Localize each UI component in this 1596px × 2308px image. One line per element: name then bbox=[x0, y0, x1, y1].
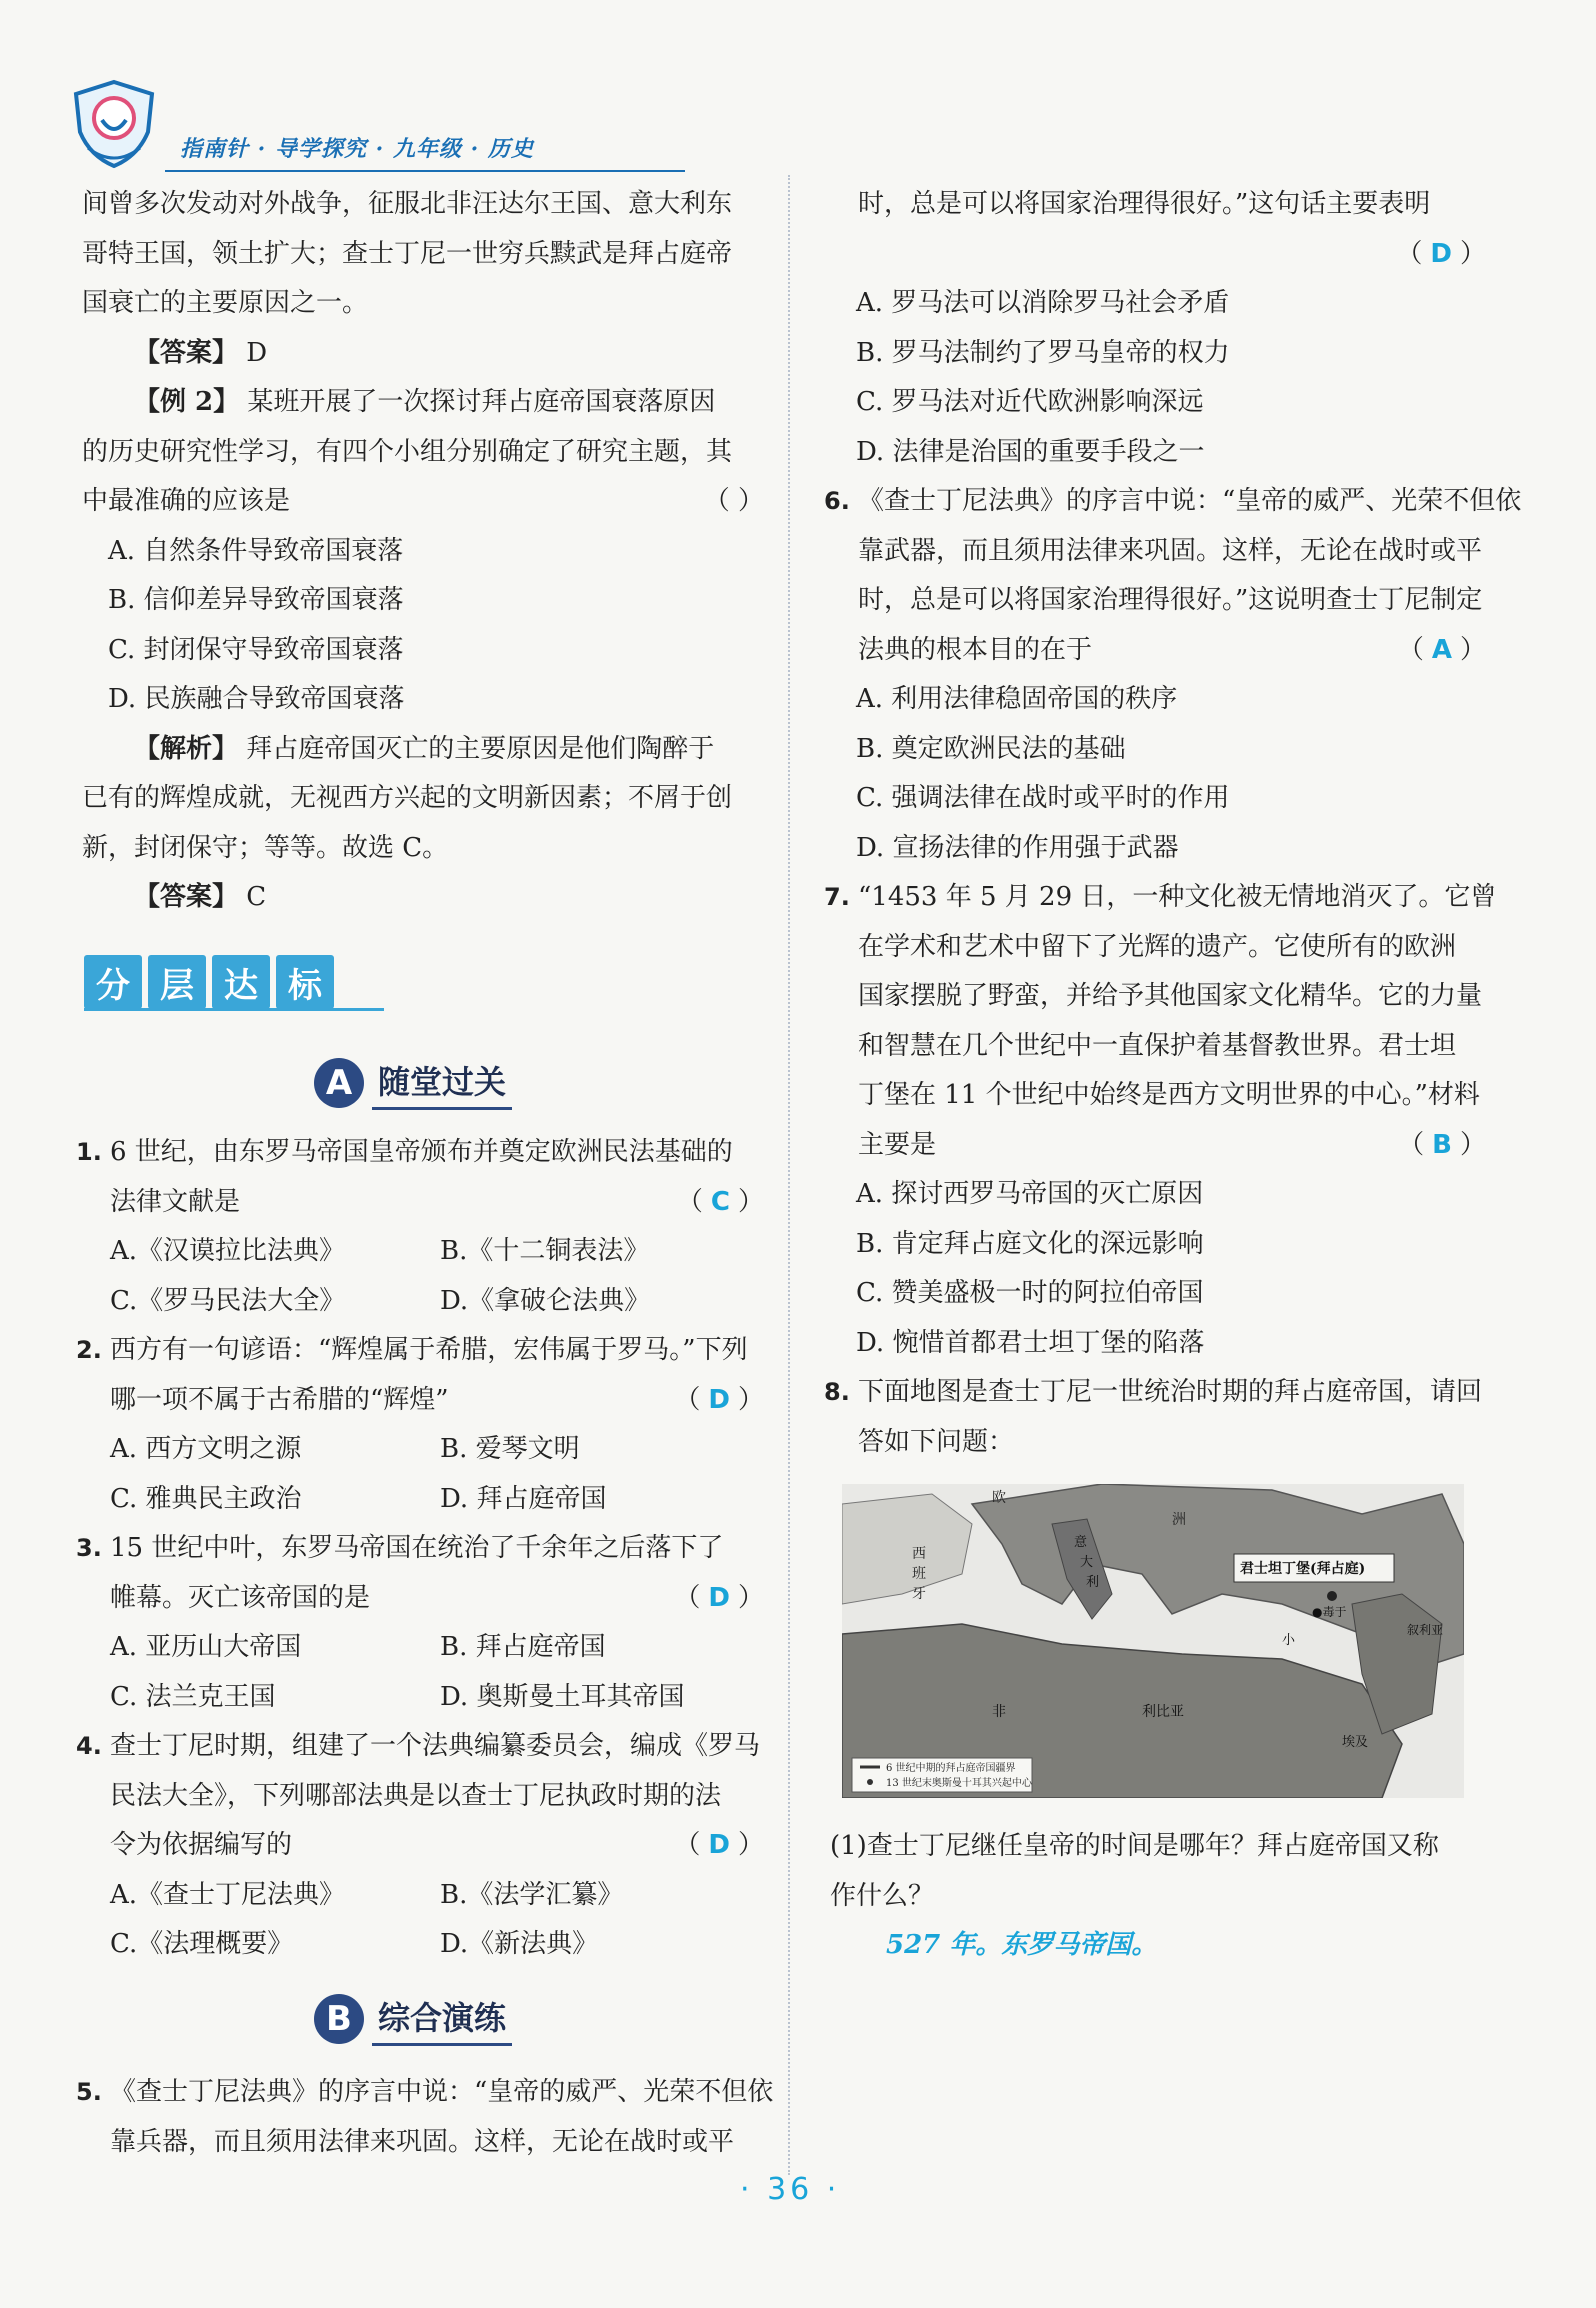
question-text: 丁堡在 11 个世纪中始终是西方文明世界的中心。”材料 bbox=[858, 1080, 1480, 1110]
right-column bbox=[824, 180, 1522, 1467]
question-text: 民法大全》，下列哪部法典是以查士丁尼执政时期的法 bbox=[110, 1780, 722, 1811]
answer-line bbox=[82, 329, 764, 379]
question-text: 时，总是可以将国家治理得很好。”这说明查士丁尼制定 bbox=[858, 585, 1483, 615]
option-row bbox=[82, 1920, 764, 1970]
analysis-tag: 【解析】 bbox=[134, 733, 239, 764]
question-text: 15 世纪中叶，东罗马帝国在统治了千余年之后落下了 bbox=[110, 1533, 724, 1563]
example2-line bbox=[82, 378, 764, 428]
map-label: 埃及 bbox=[1342, 1735, 1369, 1750]
question-number: 8. bbox=[824, 1378, 850, 1406]
option-item: B.《法学汇纂》 bbox=[440, 1879, 624, 1910]
answer-bracket: （ C ） bbox=[676, 1186, 764, 1217]
intro-line: 哥特王国，领土扩大；查士丁尼一世穷兵黩武是拜占庭帝 bbox=[82, 238, 733, 269]
question-line bbox=[824, 477, 1522, 527]
question-line bbox=[830, 180, 1486, 230]
answer-letter: D bbox=[1430, 238, 1452, 269]
option-item: B. 奠定欧洲民法的基础 bbox=[856, 733, 1126, 764]
question-line bbox=[76, 1524, 764, 1574]
map-label: 洲 bbox=[1172, 1512, 1186, 1528]
example2-text: 中最准确的应该是 bbox=[82, 486, 291, 516]
option-item: D. 法律是治国的重要手段之一 bbox=[856, 436, 1205, 467]
section-banner bbox=[84, 955, 334, 1013]
question-text: 答如下问题： bbox=[858, 1426, 1015, 1457]
question8-sub bbox=[830, 1822, 1486, 1971]
question-text: 《查士丁尼法典》的序言中说：“皇帝的威严、光荣不但依 bbox=[110, 2077, 774, 2107]
option-item: D. 奥斯曼土耳其帝国 bbox=[440, 1681, 685, 1712]
question-text: 法典的根本目的在于 bbox=[858, 634, 1093, 665]
question-line bbox=[76, 2068, 774, 2118]
example2-text: 某班开展了一次探讨拜占庭帝国衰落原因 bbox=[247, 387, 716, 417]
option-item: A. 罗马法可以消除罗马社会矛盾 bbox=[856, 288, 1230, 318]
analysis-text: 拜占庭帝国灭亡的主要原因是他们陶醉于 bbox=[246, 733, 715, 764]
example2-tag: 【例 2】 bbox=[134, 387, 240, 417]
question-line bbox=[830, 1022, 1486, 1072]
handwritten-answer bbox=[830, 1921, 1486, 1971]
question-text: 时，总是可以将国家治理得很好。”这句话主要表明 bbox=[858, 189, 1431, 219]
option-item: D.《新法典》 bbox=[440, 1929, 599, 1959]
map-legend-item: 6 世纪中期的拜占庭帝国疆界 bbox=[886, 1763, 1016, 1774]
subsection-title: 综合演练 bbox=[372, 1993, 512, 2046]
question-line bbox=[830, 626, 1486, 676]
question-line bbox=[82, 1574, 764, 1624]
question-number: 1. bbox=[76, 1138, 102, 1166]
header-rule bbox=[165, 170, 685, 172]
option-row bbox=[82, 1227, 764, 1277]
question-text: 西方有一句谚语：“辉煌属于希腊，宏伟属于罗马。”下列 bbox=[110, 1335, 748, 1365]
answer-bracket: （ ） bbox=[703, 486, 764, 516]
question-text: 帷幕。灭亡该帝国的是 bbox=[110, 1582, 371, 1613]
banner-underline bbox=[84, 1008, 384, 1011]
subquestion-line: (1)查士丁尼继任皇帝的时间是哪年？拜占庭帝国又称 bbox=[830, 1831, 1439, 1861]
option-item: C. 强调法律在战时或平时的作用 bbox=[856, 783, 1230, 813]
option-item: B. 肯定拜占庭文化的深远影响 bbox=[856, 1228, 1204, 1259]
map-label: 欧 bbox=[992, 1490, 1006, 1506]
answer-value: C bbox=[246, 882, 267, 912]
question-line bbox=[830, 1071, 1486, 1121]
answer-value: D bbox=[246, 337, 268, 368]
answer-bracket: （ D ） bbox=[1396, 238, 1486, 269]
map-label: ●毒于 bbox=[1312, 1605, 1347, 1619]
question-line bbox=[830, 1418, 1486, 1468]
option-item: B. 爱琴文明 bbox=[440, 1434, 580, 1464]
question-text: 令为依据编写的 bbox=[110, 1830, 293, 1860]
option-item: A. 自然条件导致帝国衰落 bbox=[108, 535, 404, 566]
school-shield-logo bbox=[68, 78, 160, 170]
example2-line bbox=[82, 477, 764, 527]
option-item: A.《查士丁尼法典》 bbox=[110, 1879, 346, 1910]
option-row bbox=[82, 1277, 764, 1327]
banner-char: 层 bbox=[148, 955, 206, 1009]
subquestion-answer: 527 年。东罗马帝国。 bbox=[886, 1930, 1158, 1960]
option-item: B. 信仰差异导致帝国衰落 bbox=[108, 585, 404, 615]
answer-bracket: （ D ） bbox=[674, 1384, 764, 1415]
option-row bbox=[82, 1425, 764, 1475]
banner-char: 达 bbox=[212, 955, 270, 1009]
option-item: C. 封闭保守导致帝国衰落 bbox=[108, 634, 404, 665]
map-label: 非 bbox=[992, 1704, 1006, 1720]
subsection-letter: B bbox=[314, 1994, 364, 2044]
map-label: 利比亚 bbox=[1142, 1704, 1184, 1720]
question-line bbox=[824, 1368, 1486, 1418]
analysis-line: 新，封闭保守；等等。故选 C。 bbox=[82, 832, 449, 863]
left-column bbox=[82, 180, 764, 923]
answer-letter: B bbox=[1432, 1129, 1452, 1160]
question-line bbox=[830, 576, 1486, 626]
option-item: D. 宣扬法律的作用强于武器 bbox=[856, 832, 1179, 863]
question-number: 3. bbox=[76, 1534, 102, 1562]
question-text: 主要是 bbox=[858, 1129, 937, 1160]
subsection-letter: A bbox=[314, 1058, 364, 1108]
option-item: A.《汉谟拉比法典》 bbox=[110, 1236, 346, 1266]
question-line bbox=[824, 873, 1497, 923]
questions-left bbox=[76, 1128, 764, 1970]
byzantine-empire-map bbox=[842, 1484, 1464, 1798]
question-line bbox=[82, 2118, 764, 2168]
question-number: 4. bbox=[76, 1732, 102, 1760]
question-line bbox=[830, 230, 1486, 280]
map-legend-item: 13 世纪末奥斯曼十耳其兴起中心 bbox=[886, 1778, 1032, 1789]
question-line bbox=[82, 1821, 764, 1871]
option-item: D.《拿破仑法典》 bbox=[440, 1285, 651, 1316]
option-item: A. 亚历山大帝国 bbox=[110, 1632, 302, 1662]
question-text: 《查士丁尼法典》的序言中说：“皇帝的威严、光荣不但依 bbox=[858, 486, 1522, 516]
option-item: C. 雅典民主政治 bbox=[110, 1483, 302, 1514]
option-item: C.《罗马民法大全》 bbox=[110, 1285, 346, 1316]
question-line bbox=[830, 923, 1486, 973]
page-header bbox=[60, 70, 640, 180]
subsection-a-heading bbox=[314, 1052, 512, 1114]
answer-letter: A bbox=[1431, 634, 1452, 665]
option-item: D. 拜占庭帝国 bbox=[440, 1483, 607, 1514]
map-label: 意 bbox=[1074, 1535, 1088, 1550]
option-item: A. 西方文明之源 bbox=[110, 1434, 302, 1464]
question-line bbox=[830, 1121, 1486, 1171]
question-line bbox=[76, 1722, 764, 1772]
answer-bracket: （ B ） bbox=[1398, 1129, 1486, 1160]
question-number: 7. bbox=[824, 883, 850, 911]
option-row bbox=[82, 1623, 764, 1673]
option-item: D. 民族融合导致帝国衰落 bbox=[108, 684, 405, 714]
question-text: 下面地图是查士丁尼一世统治时期的拜占庭帝国，请回 bbox=[858, 1377, 1483, 1407]
option-item: D. 惋惜首都君士坦丁堡的陷落 bbox=[856, 1327, 1205, 1358]
question-text: 在学术和艺术中留下了光辉的遗产。它使所有的欧洲 bbox=[858, 931, 1457, 962]
option-row bbox=[82, 1673, 764, 1723]
intro-line: 间曾多次发动对外战争，征服北非汪达尔王国、意大利东 bbox=[82, 189, 733, 219]
question-line bbox=[76, 1128, 764, 1178]
question-text: 国家摆脱了野蛮，并给予其他国家文化精华。它的力量 bbox=[858, 981, 1483, 1011]
map-label: 西 bbox=[912, 1546, 926, 1562]
question-text: 法律文献是 bbox=[110, 1186, 241, 1217]
answer-letter: D bbox=[708, 1830, 730, 1860]
subsection-b-heading bbox=[314, 1988, 512, 2050]
question-text: 和智慧在几个世纪中一直保护着基督教世界。君士坦 bbox=[858, 1030, 1457, 1061]
intro-line: 国衰亡的主要原因之一。 bbox=[82, 288, 369, 318]
map-label: 牙 bbox=[912, 1586, 926, 1602]
question-text: 靠武器，而且须用法律来巩固。这样，无论在战时或平 bbox=[858, 535, 1483, 566]
page-number: · 36 · bbox=[740, 2172, 841, 2207]
analysis-line bbox=[82, 725, 764, 775]
banner-char: 标 bbox=[276, 955, 334, 1009]
question-line bbox=[82, 1772, 764, 1822]
question-text: 6 世纪，由东罗马帝国皇帝颁布并奠定欧洲民法基础的 bbox=[110, 1137, 733, 1167]
answer-tag: 【答案】 bbox=[134, 337, 239, 368]
question-line bbox=[830, 527, 1486, 577]
map-label: 大 bbox=[1080, 1555, 1094, 1570]
analysis-line: 已有的辉煌成就，无视西方兴起的文明新因素；不屑于创 bbox=[82, 783, 733, 813]
banner-char: 分 bbox=[84, 955, 142, 1009]
question-line bbox=[82, 1178, 764, 1228]
answer-tag: 【答案】 bbox=[134, 882, 239, 912]
question-line bbox=[82, 1376, 764, 1426]
column-divider bbox=[788, 175, 790, 2175]
answer-bracket: （ D ） bbox=[674, 1582, 764, 1613]
option-item: C. 赞美盛极一时的阿拉伯帝国 bbox=[856, 1278, 1204, 1308]
option-item: C.《法理概要》 bbox=[110, 1929, 294, 1959]
map-label: 利 bbox=[1086, 1575, 1100, 1590]
answer-bracket: （ D ） bbox=[674, 1830, 764, 1860]
option-item: B. 拜占庭帝国 bbox=[440, 1632, 606, 1662]
question-line bbox=[830, 972, 1486, 1022]
option-item: B. 罗马法制约了罗马皇帝的权力 bbox=[856, 337, 1230, 368]
map-label: 班 bbox=[912, 1566, 926, 1582]
header-title: 指南针 · 导学探究 · 九年级 · 历史 bbox=[180, 136, 534, 162]
question-text: 靠兵器，而且须用法律来巩固。这样，无论在战时或平 bbox=[110, 2126, 735, 2157]
question-number: 5. bbox=[76, 2078, 102, 2106]
answer-letter: D bbox=[708, 1384, 730, 1415]
question-text: 哪一项不属于古希腊的“辉煌” bbox=[110, 1384, 449, 1415]
option-item: C. 法兰克王国 bbox=[110, 1681, 276, 1712]
question-number: 6. bbox=[824, 487, 850, 515]
map-label: 叙利亚 bbox=[1407, 1623, 1444, 1637]
option-row bbox=[82, 1475, 764, 1525]
subquestion-line: 作什么？ bbox=[830, 1880, 935, 1911]
map-label: 小 bbox=[1282, 1633, 1296, 1648]
option-item: C. 罗马法对近代欧洲影响深远 bbox=[856, 387, 1204, 417]
option-item: A. 探讨西罗马帝国的灭亡原因 bbox=[856, 1179, 1204, 1209]
answer-letter: C bbox=[710, 1186, 730, 1217]
map-label: 君士坦丁堡(拜占庭) bbox=[1240, 1561, 1366, 1577]
question-line bbox=[76, 1326, 764, 1376]
question5-start bbox=[76, 2068, 774, 2167]
answer-bracket: （ A ） bbox=[1397, 634, 1486, 665]
subsection-title: 随堂过关 bbox=[372, 1057, 512, 1110]
question-text: 查士丁尼时期，组建了一个法典编纂委员会，编成《罗马 bbox=[110, 1731, 761, 1761]
example2-line: 的历史研究性学习，有四个小组分别确定了研究主题，其 bbox=[82, 436, 733, 467]
option-item: B.《十二铜表法》 bbox=[440, 1236, 650, 1266]
option-item: A. 利用法律稳固帝国的秩序 bbox=[856, 684, 1178, 714]
answer-line bbox=[82, 873, 764, 923]
question-text: “1453 年 5 月 29 日，一种文化被无情地消灭了。它曾 bbox=[858, 882, 1497, 912]
option-row bbox=[82, 1871, 764, 1921]
answer-letter: D bbox=[708, 1582, 730, 1613]
question-number: 2. bbox=[76, 1336, 102, 1364]
